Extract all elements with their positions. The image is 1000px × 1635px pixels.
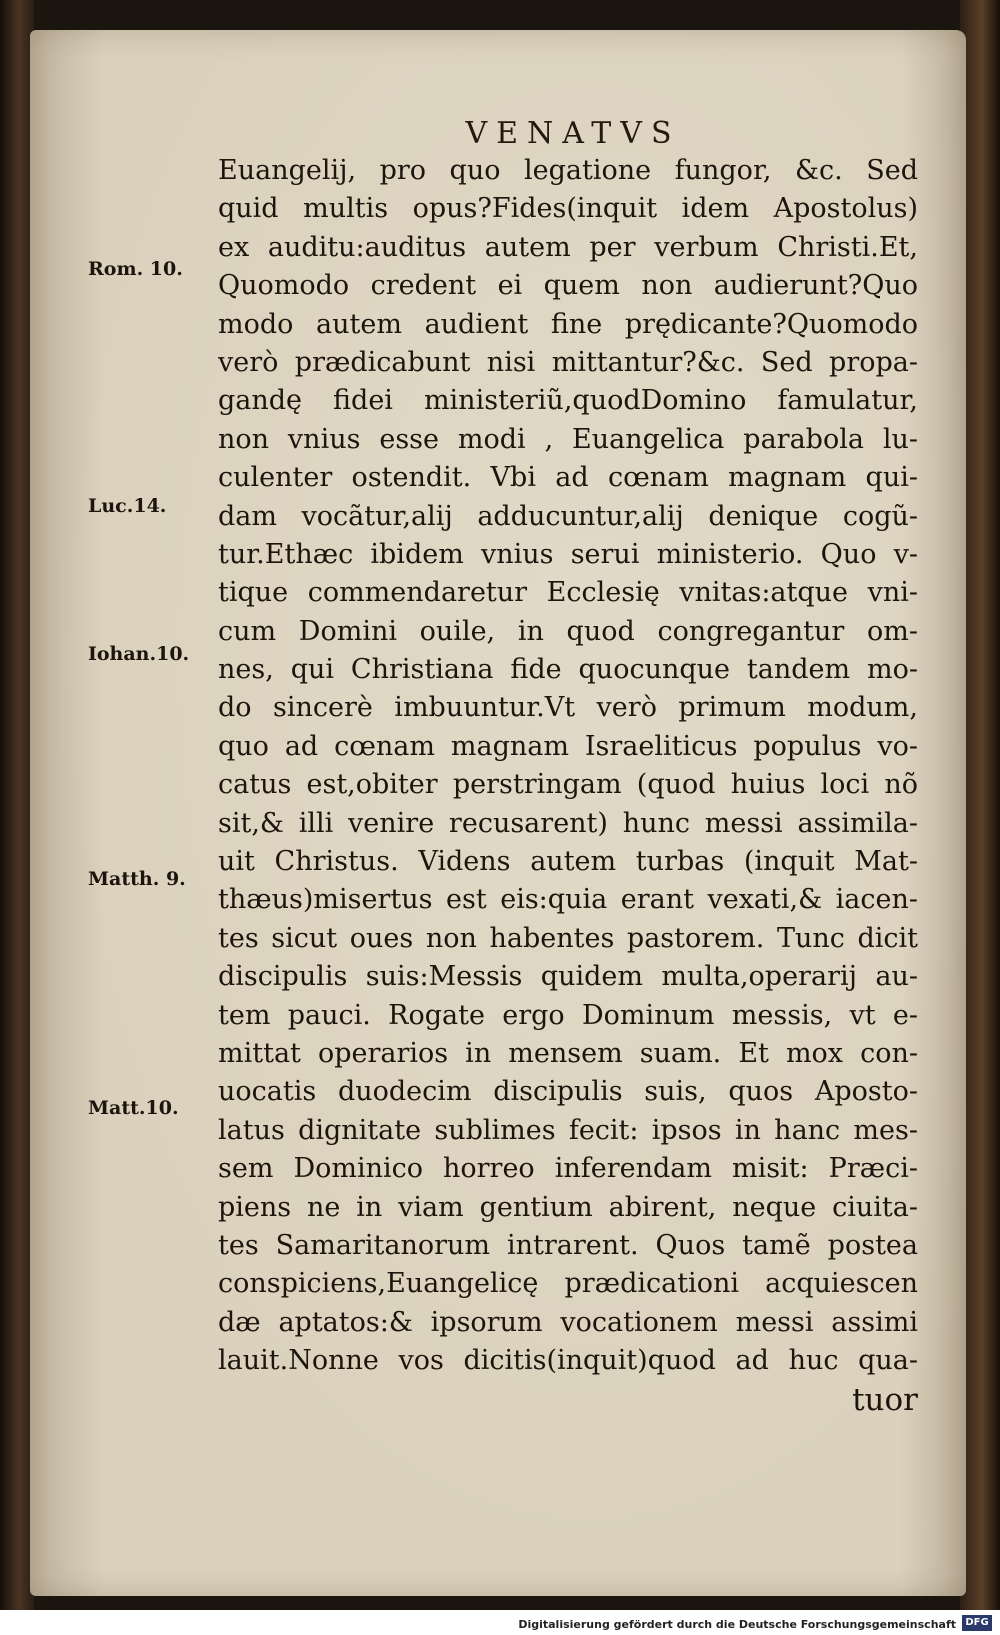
text-line: lauit.Nonne vos dicitis(inquit)quod ad huc qua-	[218, 1345, 918, 1377]
text-line: non vnius esse modi , Euangelica parabola lu-	[218, 423, 918, 455]
text-line: quid multis opus?Fides(inquit idem Apostolus)	[218, 193, 918, 225]
text-line: piens ne in viam gentium abirent, neque ciuita-	[218, 1191, 918, 1223]
text-line: ex auditu:auditus autem per verbum Christi.Et,	[218, 231, 918, 263]
text-line: tem pauci. Rogate ergo Dominum messis, vt e-	[218, 999, 918, 1031]
text-line: cum Domini ouile, in quod congregantur om-	[218, 615, 918, 647]
book-edge-left	[0, 0, 34, 1610]
margin-note-iohan: Iohan.10.	[88, 643, 190, 665]
text-line: mittat operarios in mensem suam. Et mox con-	[218, 1037, 918, 1069]
text-line: do sincerè imbuuntur.Vt verò primum modum,	[218, 692, 918, 724]
text-line: sem Dominico horreo inferendam misit: Præci-	[218, 1153, 918, 1185]
text-line: Quomodo credent ei quem non audierunt?Quo	[218, 270, 918, 302]
running-head: VENATVS	[465, 116, 681, 151]
text-line: dam vocãtur,alij adducuntur,alij denique cogũ-	[218, 500, 918, 532]
text-line: modo autem audient fine prędicante?Quomodo	[218, 308, 918, 340]
text-line: catus est,obiter perstringam (quod huius loci nõ	[218, 769, 918, 801]
text-line: uit Christus. Videns autem turbas (inquit Mat-	[218, 846, 918, 878]
body-text	[218, 152, 918, 1419]
text-line: tur.Ethæc ibidem vnius serui ministerio. Quo v-	[218, 538, 918, 570]
margin-note-matt: Matt.10.	[88, 1097, 179, 1119]
funding-credit: Digitalisierung gefördert durch die Deutsche Forschungsgemeinschaft	[518, 1618, 956, 1631]
margin-note-rom: Rom. 10.	[88, 258, 183, 280]
text-line: Euangelij, pro quo legatione fungor, &c. Sed	[218, 155, 918, 186]
text-line: quo ad cœnam magnam Israeliticus populus vo-	[218, 730, 918, 762]
text-line: discipulis suis:Messis quidem multa,operarij au-	[218, 961, 918, 993]
text-line: uocatis duodecim discipulis suis, quos Aposto-	[218, 1076, 918, 1108]
text-line: tes sicut oues non habentes pastorem. Tunc dicit	[218, 922, 918, 954]
margin-note-matth: Matth. 9.	[88, 868, 186, 890]
footer-bar	[0, 1610, 1000, 1635]
text-line: dæ aptatos:& ipsorum vocationem messi assimi	[218, 1306, 918, 1338]
text-line: nes, qui Christiana fide quocunque tandem mo-	[218, 654, 918, 686]
dfg-logo-icon: DFG	[962, 1615, 992, 1631]
text-line: tique commendaretur Ecclesię vnitas:atque vni-	[218, 577, 918, 609]
text-line: culenter ostendit. Vbi ad cœnam magnam qui-	[218, 462, 918, 494]
text-line: tes Samaritanorum intrarent. Quos tamẽ postea	[218, 1229, 918, 1261]
book-page	[30, 30, 966, 1596]
book-edge-right	[960, 0, 1000, 1610]
margin-note-luc: Luc.14.	[88, 495, 167, 517]
text-line: sit,& illi venire recusarent) hunc messi assimila-	[218, 807, 918, 839]
text-line: gandę fidei ministeriũ,quodDomino famulatur,	[218, 385, 918, 417]
text-line: conspiciens,Euangelicę prædicationi acquiescen	[218, 1268, 918, 1300]
catchword: tuor	[852, 1381, 918, 1418]
text-line: thæus)misertus est eis:quia erant vexati,& iacen-	[218, 884, 918, 916]
text-line: latus dignitate sublimes fecit: ipsos in hanc mes-	[218, 1114, 918, 1146]
text-line: verò prædicabunt nisi mittantur?&c. Sed propa-	[218, 346, 918, 378]
